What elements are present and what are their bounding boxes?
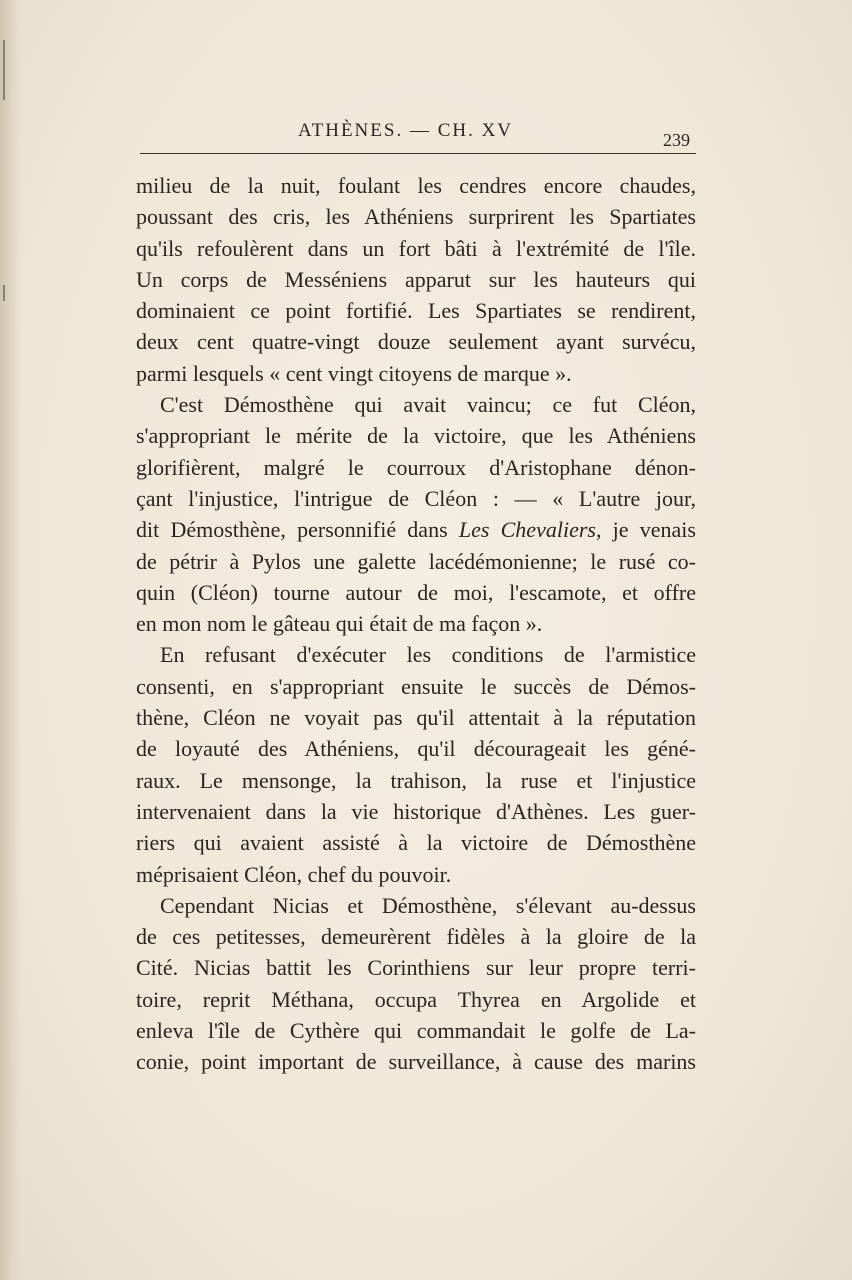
text-line: Cependant Nicias et Démosthène, s'élevant au-dessus: [160, 892, 696, 918]
text-line: raux. Le mensonge, la trahison, la ruse et l'injustice: [136, 767, 696, 793]
running-head: [130, 116, 690, 150]
page-gutter: [0, 0, 22, 1280]
text-line: de loyauté des Athéniens, qu'il décourageait les géné-: [136, 736, 696, 762]
text-line: enleva l'île de Cythère qui commandait le golfe de La-: [136, 1018, 696, 1044]
text-line: dominaient ce point fortifié. Les Spartiates se rendirent,: [136, 298, 696, 324]
text-line: quin (Cléon) tourne autour de moi, l'escamote, et offre: [136, 579, 696, 605]
page-number: 239: [663, 130, 690, 150]
header-rule: [140, 153, 696, 154]
text-line: glorifièrent, malgré le courroux d'Aristophane dénon-: [136, 454, 696, 480]
text-line: de pétrir à Pylos une galette lacédémonienne; le rusé co-: [136, 548, 696, 574]
text-line: C'est Démosthène qui avait vaincu; ce fut Cléon,: [160, 392, 696, 418]
text-line: conie, point important de surveillance, à cause des marins: [136, 1049, 696, 1075]
text-line: poussant des cris, les Athéniens surprirent les Spartiates: [136, 204, 696, 230]
text-line: s'appropriant le mérite de la victoire, que les Athéniens: [136, 423, 696, 449]
text-line: Un corps de Messéniens apparut sur les hauteurs qui: [136, 266, 696, 292]
running-title: ATHÈNES. — CH. XV: [298, 120, 514, 141]
text-line: thène, Cléon ne voyait pas qu'il attentait à la réputation: [136, 705, 696, 731]
text-line: intervenaient dans la vie historique d'Athènes. Les guer-: [136, 798, 696, 824]
text-line: en mon nom le gâteau qui était de ma façon ».: [136, 611, 543, 637]
text-line: parmi lesquels « cent vingt citoyens de marque ».: [136, 360, 572, 386]
text-line: riers qui avaient assisté à la victoire de Démosthène: [136, 830, 696, 856]
gutter-shadow-mark: [3, 285, 5, 301]
book-title-italic: Les Chevaliers: [458, 517, 596, 543]
text-line: qu'ils refoulèrent dans un fort bâti à l'extrémité de l'île.: [136, 235, 696, 261]
text-line: consenti, en s'appropriant ensuite le succès de Démos-: [136, 673, 696, 699]
text-line: de ces petitesses, demeurèrent fidèles à la gloire de la: [136, 924, 696, 950]
text-line: deux cent quatre-vingt douze seulement ayant survécu,: [136, 329, 696, 355]
gutter-shadow-mark: [3, 40, 5, 100]
text-line: En refusant d'exécuter les conditions de l'armistice: [160, 642, 696, 668]
text-body: [136, 170, 696, 1078]
text-line: toire, reprit Méthana, occupa Thyrea en Argolide et: [136, 986, 696, 1012]
text-line: çant l'injustice, l'intrigue de Cléon : — « L'autre jour,: [136, 485, 696, 511]
text-line: dit Démosthène, personnifié dans Les Chevaliers, je venais: [136, 517, 696, 543]
text-line: Cité. Nicias battit les Corinthiens sur leur propre terri-: [136, 955, 696, 981]
text-line: méprisaient Cléon, chef du pouvoir.: [136, 861, 452, 887]
text-line: milieu de la nuit, foulant les cendres encore chaudes,: [136, 173, 696, 198]
